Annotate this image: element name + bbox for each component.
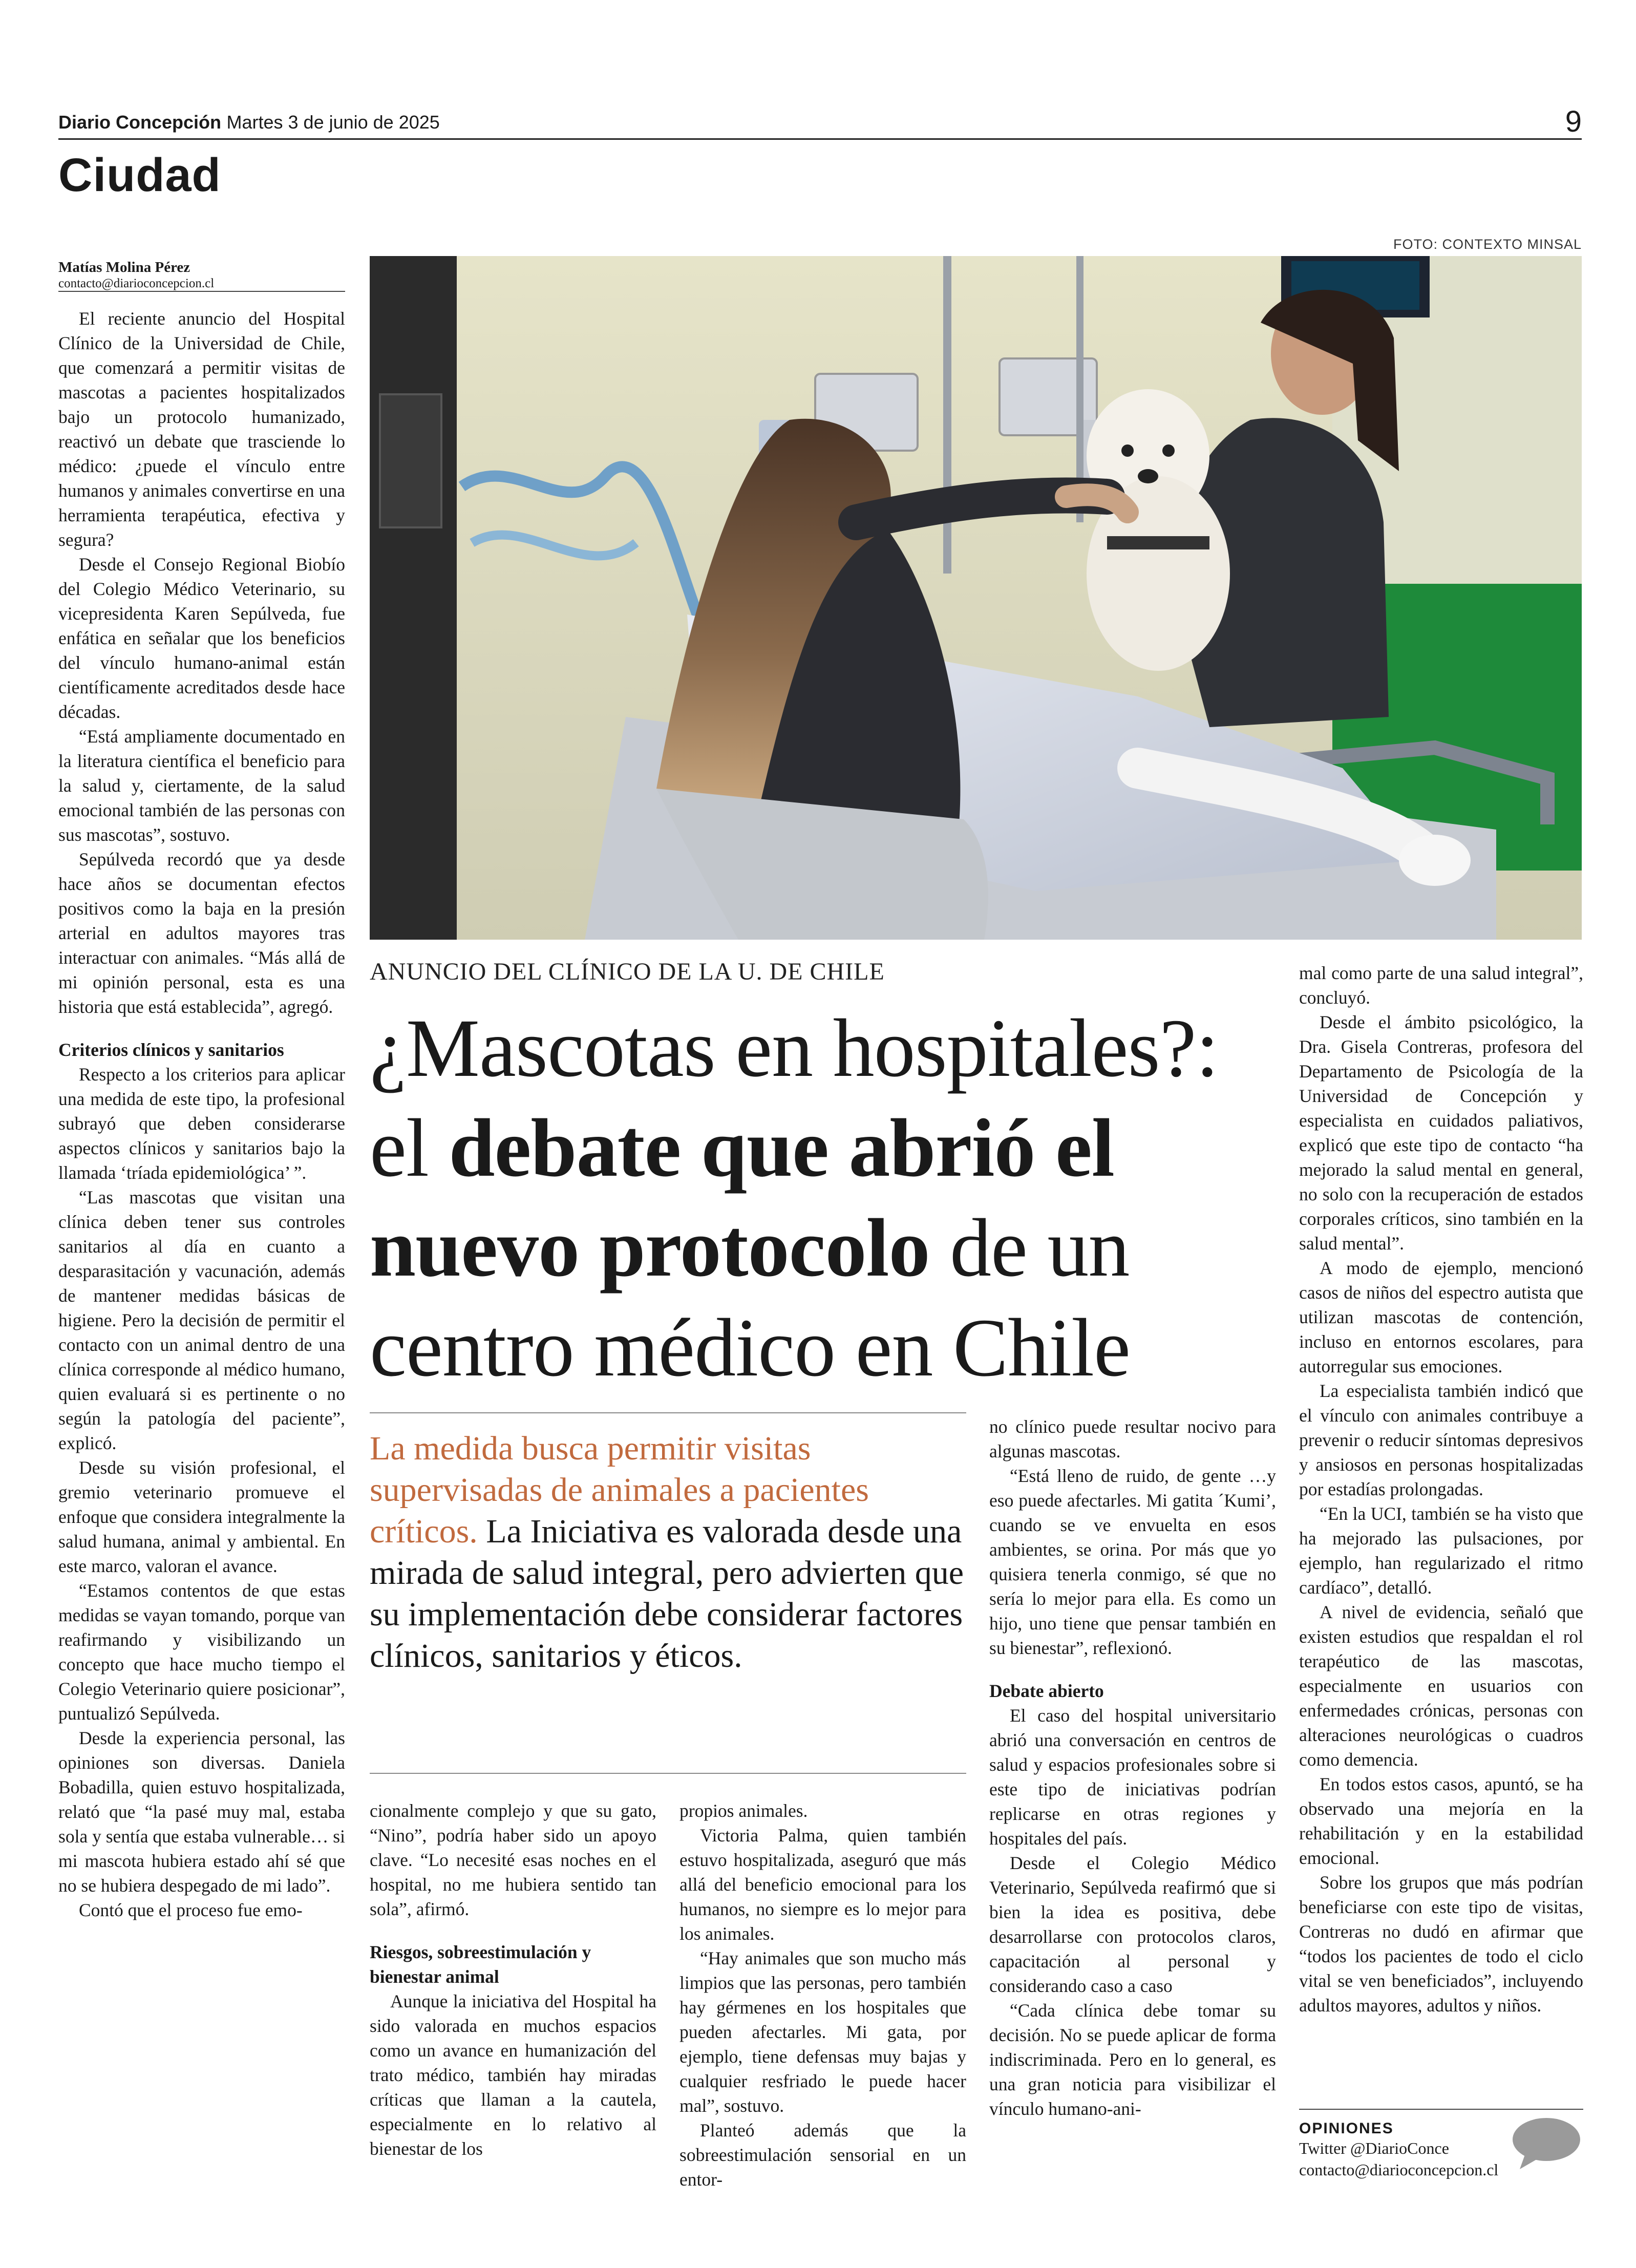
- paragraph: Sobre los grupos que más podrían beneficiarse con este tipo de visitas, Contreras no dudó en afirmar que “todos los pacientes de todo el ciclo vital se ven beneficiados”, incluyendo adultos mayores, adultos y niños.: [1299, 1872, 1583, 2016]
- subheading: Riesgos, sobreestimulación y bienestar animal: [370, 1942, 591, 1987]
- paragraph: A modo de ejemplo, mencionó casos de niños del espectro autista que utilizan mascotas de contención, incluso en entornos escolares, para autorregular sus emociones.: [1299, 1258, 1583, 1376]
- byline: [58, 259, 345, 291]
- paragraph: Desde el Consejo Regional Biobío del Colegio Médico Veterinario, su vicepresidenta Karen Sepúlveda, fue enfática en señalar que los beneficios del vínculo humano-animal están científicamente acreditados desde hace décadas.: [58, 554, 345, 722]
- article-column-3: [370, 1798, 656, 2161]
- paragraph: Sepúlveda recordó que ya desde hace años se documentan efectos positivos como la baja en la presión arterial en adultos mayores tras interactuar con animales. “Más allá de mi opinión personal, esta es una historia que está establecida”, agregó.: [58, 849, 345, 1017]
- paragraph: Contó que el proceso fue emo-: [79, 1900, 303, 1920]
- header-divider: [58, 138, 1582, 140]
- author-name: Matías Molina Pérez: [58, 259, 190, 275]
- paragraph: Desde el Colegio Médico Veterinario, Sepúlveda reafirmó que si bien la idea es positiva, debe desarrollarse con protocolos claros, capacitación al personal y considerando caso a caso: [989, 1853, 1276, 1996]
- photo-credit: FOTO: CONTEXTO MINSAL: [1393, 237, 1582, 252]
- page-number: 9: [1565, 105, 1582, 138]
- paragraph: En todos estos casos, apuntó, se ha observado una mejoría en la rehabilitación y en la estabilidad emocional.: [1299, 1774, 1583, 1868]
- byline-divider: [58, 291, 345, 292]
- paragraph: El caso del hospital universitario abrió una conversación en centros de salud y espacios profesionales sobre si este tipo de iniciativas podrían replicarse en otras regiones y hospitales del país.: [989, 1705, 1276, 1849]
- paragraph: no clínico puede resultar nocivo para algunas mascotas.: [989, 1416, 1276, 1461]
- paragraph: “Cada clínica debe tomar su decisión. No se puede aplicar de forma indiscriminada. Pero en lo general, es una gran noticia para visibilizar el vínculo humano-ani-: [989, 2000, 1276, 2119]
- paragraph: El reciente anuncio del Hospital Clínico de la Universidad de Chile, que comenzará a permitir visitas de mascotas a pacientes hospitalizados bajo un protocolo humanizado, reactivó un debate que trasciende lo médico: ¿puede el vínculo entre humanos y animales convertirse en una herramienta terapéutica, efectiva y segura?: [58, 308, 345, 550]
- lead-divider-top: [370, 1412, 966, 1413]
- lead-text: La Iniciativa es valorada desde una mirada de salud integral, pero advierten que su implementación debe considerar factores clínicos, sanitarios y éticos.: [370, 1513, 964, 1674]
- paragraph: cionalmente complejo y que su gato, “Nino”, podría haber sido un apoyo clave. “Lo necesité esas noches en el hospital, no me hubiera sentido tan sola”, afirmó.: [370, 1800, 656, 1919]
- opinions-divider: [1299, 2109, 1583, 2110]
- paragraph: Desde el ámbito psicológico, la Dra. Gisela Contreras, profesora del Departamento de Psicología de la Universidad de Concepción y especialista en cuidados paliativos, explicó que este tipo de contacto “ha mejorado la salud mental en general, no solo con la recuperación de estados corporales críticos, sino también en la salud mental”.: [1299, 1012, 1583, 1254]
- article-column-4: [679, 1798, 966, 2192]
- paragraph: “Las mascotas que visitan una clínica deben tener sus controles sanitarios al día en cuanto a desparasitación y vacunación, además de mantener medidas básicas de higiene. Pero la decisión de permitir el contacto con un animal dentro de una clínica corresponde al médico humano, quien evaluará si es pertinente o no según la patología del paciente”, explicó.: [58, 1187, 345, 1453]
- paragraph: La especialista también indicó que el vínculo con animales contribuye a prevenir o reducir síntomas depresivos y ansiosos en personas hospitalizadas por estadías prolongadas.: [1299, 1381, 1583, 1499]
- paragraph: Desde su visión profesional, el gremio veterinario promueve el enfoque que considera integralmente la salud humana, animal y ambiental. En este marco, valoran el avance.: [58, 1457, 345, 1576]
- article-column-1: [58, 306, 345, 1922]
- article-kicker: ANUNCIO DEL CLÍNICO DE LA U. DE CHILE: [370, 958, 885, 985]
- paragraph: A nivel de evidencia, señaló que existen estudios que respaldan el rol terapéutico de las mascotas, especialmente en usuarios con enfermedades crónicas, personas con alteraciones neurológicas o cuadros como demencia.: [1299, 1602, 1583, 1770]
- paragraph: Respecto a los criterios para aplicar una medida de este tipo, la profesional subrayó que deben considerarse aspectos clínicos y sanitarios bajo la llamada ‘tríada epidemiológica’ ”.: [58, 1064, 345, 1183]
- masthead: [58, 105, 1582, 138]
- opinions-email[interactable]: contacto@diarioconcepcion.cl: [1299, 2160, 1499, 2179]
- paragraph: Victoria Palma, quien también estuvo hospitalizada, aseguró que más allá del beneficio emocional para los humanos, no siempre es lo mejor para los animales.: [679, 1825, 966, 1944]
- newspaper-name: Diario Concepción: [58, 112, 222, 133]
- paragraph: “En la UCI, también se ha visto que ha mejorado las pulsaciones, por ejemplo, han regularizado el ritmo cardíaco”, detalló.: [1299, 1503, 1583, 1598]
- article-column-5: [989, 1414, 1276, 2121]
- headline-part-1: ¿Mascotas en hospitales?: el: [370, 1003, 1219, 1194]
- headline-part-2: de un centro médico en Chile: [370, 1202, 1130, 1394]
- author-email[interactable]: contacto@diarioconcepcion.cl: [58, 277, 215, 290]
- paragraph: Planteó además que la sobreestimulación sensorial en un entor-: [679, 2120, 966, 2190]
- article-headline: [370, 999, 1291, 1398]
- paragraph: Aunque la iniciativa del Hospital ha sido valorada en muchos espacios como un avance en humanización del trato médico, también hay miradas críticas que llaman a la cautela, especialmente en lo relativo al bienestar de los: [370, 1991, 656, 2159]
- lead-divider-bottom: [370, 1773, 966, 1774]
- twitter-handle[interactable]: Twitter @DiarioConce: [1299, 2139, 1449, 2157]
- section-title: Ciudad: [58, 149, 221, 201]
- speech-bubble-icon: [1510, 2115, 1581, 2171]
- subheading: Debate abierto: [989, 1681, 1104, 1701]
- issue-date: Martes 3 de junio de 2025: [226, 112, 440, 133]
- article-photo: [370, 256, 1582, 940]
- paragraph: “Hay animales que son mucho más limpios que las personas, pero también hay gérmenes en los hospitales que pueden afectarles. Mi gata, por ejemplo, tiene defensas muy bajas y cualquier resfriado le puede hacer mal”, sostuvo.: [679, 1948, 966, 2116]
- paragraph: “Está lleno de ruido, de gente …y eso puede afectarles. Mi gatita ´Kumi’, cuando se ve envuelta en esos ambientes, se orina. Por más que yo quisiera tenerla conmigo, sé que no sería lo mejor para ella. Es como un hijo, uno tiene que pensar también en su bienestar”, reflexionó.: [989, 1466, 1276, 1658]
- subheading: Criterios clínicos y sanitarios: [58, 1040, 284, 1060]
- paragraph: “Estamos contentos de que estas medidas se vayan tomando, porque van reafirmando y visibilizando un concepto que hace mucho tiempo el Colegio Veterinario quiere posicionar”, puntualizó Sepúlveda.: [58, 1580, 345, 1724]
- opinions-title: OPINIONES: [1299, 2120, 1394, 2137]
- hospital-dog-visit-illustration: [370, 256, 1582, 940]
- lead-highlight: La medida busca permitir visitas supervisadas de animales a pacientes críticos.: [370, 1430, 869, 1550]
- paragraph: propios animales.: [679, 1800, 808, 1821]
- article-lead: [370, 1428, 966, 1677]
- paragraph: Desde la experiencia personal, las opiniones son diversas. Daniela Bobadilla, quien estuvo hospitalizada, relató que “la pasé muy mal, estaba sola y sentía que estaba vulnerable… si mi mascota hubiera estado ahí sé que no se hubiera despegado de mi lado”.: [58, 1728, 345, 1896]
- paragraph: mal como parte de una salud integral”, concluyó.: [1299, 963, 1583, 1008]
- article-column-6: [1299, 961, 1583, 2018]
- paragraph: “Está ampliamente documentado en la literatura científica el beneficio para la salud y, ciertamente, de la salud emocional también de las personas con sus mascotas”, sostuvo.: [58, 726, 345, 845]
- headline-bold: debate que abrió el nuevo protocolo: [370, 1103, 1114, 1294]
